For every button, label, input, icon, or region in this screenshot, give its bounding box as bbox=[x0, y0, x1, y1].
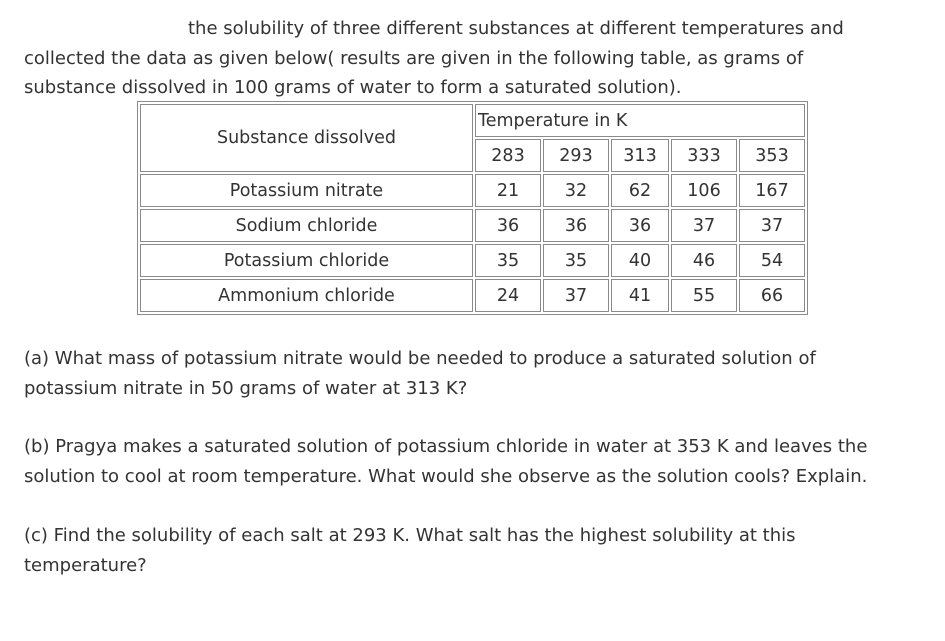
question-a-line-1: (a) What mass of potassium nitrate would be needed to produce a saturated solution of bbox=[24, 348, 816, 369]
solubility-value: 24 bbox=[475, 279, 541, 312]
solubility-value: 36 bbox=[611, 209, 669, 242]
temperature-293: 293 bbox=[543, 139, 609, 172]
table-row bbox=[140, 174, 805, 207]
intro-paragraph bbox=[24, 14, 924, 103]
solubility-value: 41 bbox=[611, 279, 669, 312]
substance-name: Sodium chloride bbox=[140, 209, 473, 242]
solubility-value: 62 bbox=[611, 174, 669, 207]
solubility-value: 37 bbox=[543, 279, 609, 312]
temperature-333: 333 bbox=[671, 139, 737, 172]
table-row bbox=[140, 244, 805, 277]
question-b bbox=[24, 432, 924, 491]
table-header-row bbox=[140, 104, 805, 137]
solubility-value: 32 bbox=[543, 174, 609, 207]
temperature-353: 353 bbox=[739, 139, 805, 172]
question-c-line-1: (c) Find the solubility of each salt at 293 K. What salt has the highest solubility at this bbox=[24, 525, 796, 546]
solubility-value: 46 bbox=[671, 244, 737, 277]
solubility-value: 167 bbox=[739, 174, 805, 207]
question-c bbox=[24, 521, 924, 580]
solubility-table-container bbox=[137, 101, 808, 315]
temperature-283: 283 bbox=[475, 139, 541, 172]
solubility-value: 37 bbox=[739, 209, 805, 242]
substance-header: Substance dissolved bbox=[140, 104, 473, 172]
solubility-value: 106 bbox=[671, 174, 737, 207]
solubility-value: 55 bbox=[671, 279, 737, 312]
solubility-value: 36 bbox=[475, 209, 541, 242]
substance-name: Potassium chloride bbox=[140, 244, 473, 277]
solubility-table bbox=[137, 101, 808, 315]
temperature-313: 313 bbox=[611, 139, 669, 172]
table-row bbox=[140, 279, 805, 312]
question-b-line-1: (b) Pragya makes a saturated solution of potassium chloride in water at 353 K and leaves the bbox=[24, 436, 868, 457]
intro-line-1: the solubility of three different substances at different temperatures and bbox=[188, 18, 844, 39]
solubility-value: 40 bbox=[611, 244, 669, 277]
intro-line-2: collected the data as given below( results are given in the following table, as grams of bbox=[24, 47, 804, 69]
temperature-header: Temperature in K bbox=[475, 104, 805, 137]
question-a bbox=[24, 344, 924, 403]
solubility-value: 35 bbox=[475, 244, 541, 277]
substance-name: Ammonium chloride bbox=[140, 279, 473, 312]
solubility-value: 36 bbox=[543, 209, 609, 242]
table-row bbox=[140, 209, 805, 242]
substance-name: Potassium nitrate bbox=[140, 174, 473, 207]
solubility-value: 21 bbox=[475, 174, 541, 207]
question-c-line-2: temperature? bbox=[24, 554, 147, 576]
intro-line-3: substance dissolved in 100 grams of water to form a saturated solution). bbox=[24, 77, 682, 98]
solubility-value: 66 bbox=[739, 279, 805, 312]
question-a-line-2: potassium nitrate in 50 grams of water at 313 K? bbox=[24, 377, 468, 399]
question-b-line-2: solution to cool at room temperature. What would she observe as the solution cools? Explain. bbox=[24, 465, 868, 487]
solubility-value: 35 bbox=[543, 244, 609, 277]
solubility-value: 54 bbox=[739, 244, 805, 277]
solubility-value: 37 bbox=[671, 209, 737, 242]
